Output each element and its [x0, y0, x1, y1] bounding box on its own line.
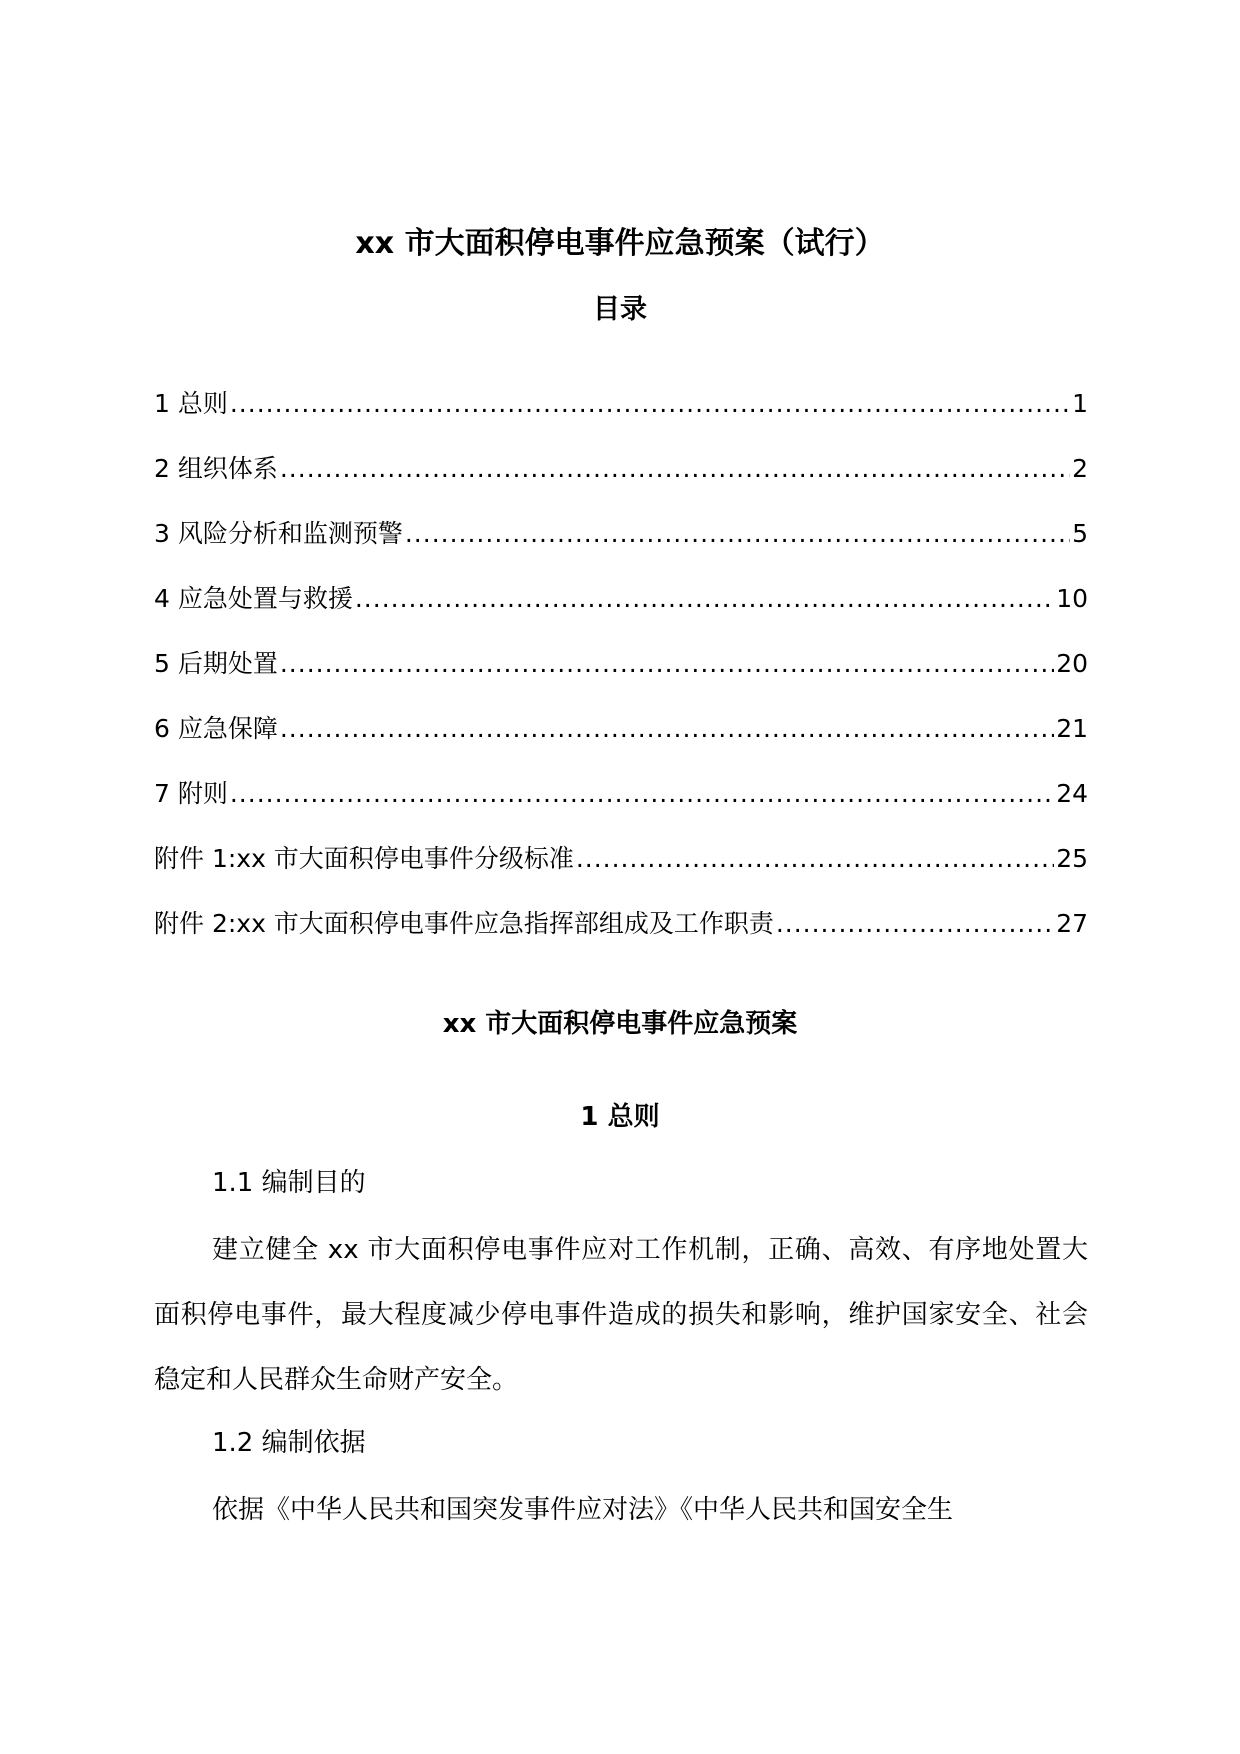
toc-dot-leader	[280, 644, 1054, 684]
section-heading: 1 总则	[580, 1102, 660, 1132]
toc-entry-page: 10	[1056, 584, 1088, 613]
paragraph: 建立健全 xx 市大面积停电事件应对工作机制，正确、高效、有序地处置大面积停电事件，最大程度减少停电事件造成的损失和影响，维护国家安全、社会稳定和人民群众生命财产安全。	[154, 1235, 1088, 1395]
toc-dot-leader	[576, 839, 1054, 879]
toc-entry-label: 7 附则	[154, 779, 228, 808]
toc-entry-page: 5	[1072, 519, 1088, 548]
toc-dot-leader	[280, 709, 1054, 749]
toc-entry[interactable]	[154, 514, 1088, 579]
toc-entry-label: 附件 1:xx 市大面积停电事件分级标准	[154, 844, 574, 873]
toc-entry-page: 25	[1056, 844, 1088, 873]
toc-entry-label: 5 后期处置	[154, 649, 278, 678]
toc-heading: 目录	[593, 294, 647, 325]
toc-dot-leader	[776, 904, 1054, 944]
subsection-heading: 1.1 编制目的	[212, 1168, 366, 1198]
toc-dot-leader	[230, 774, 1054, 814]
toc-entry[interactable]	[154, 709, 1088, 774]
subsection-heading: 1.2 编制依据	[212, 1428, 366, 1458]
toc-entry[interactable]	[154, 579, 1088, 644]
toc-dot-leader	[230, 384, 1070, 424]
table-of-contents	[154, 384, 1088, 969]
toc-entry-label: 4 应急处置与救援	[154, 584, 353, 613]
toc-entry-page: 2	[1072, 454, 1088, 483]
toc-entry[interactable]	[154, 839, 1088, 904]
toc-dot-leader	[405, 514, 1070, 554]
toc-entry[interactable]	[154, 774, 1088, 839]
toc-entry-page: 24	[1056, 779, 1088, 808]
toc-entry-page: 27	[1056, 909, 1088, 938]
body-title: xx 市大面积停电事件应急预案	[442, 1009, 798, 1039]
toc-entry[interactable]	[154, 644, 1088, 709]
toc-entry-label: 2 组织体系	[154, 454, 278, 483]
paragraph: 依据《中华人民共和国突发事件应对法》《中华人民共和国安全生	[212, 1495, 954, 1525]
toc-entry-page: 21	[1056, 714, 1088, 743]
toc-entry-page: 20	[1056, 649, 1088, 678]
document-title: xx 市大面积停电事件应急预案（试行）	[355, 226, 885, 261]
toc-entry-page: 1	[1072, 389, 1088, 418]
toc-entry-label: 附件 2:xx 市大面积停电事件应急指挥部组成及工作职责	[154, 909, 774, 938]
toc-entry[interactable]	[154, 449, 1088, 514]
toc-entry[interactable]	[154, 384, 1088, 449]
toc-entry-label: 3 风险分析和监测预警	[154, 519, 403, 548]
toc-dot-leader	[280, 449, 1070, 489]
toc-entry-label: 1 总则	[154, 389, 228, 418]
toc-entry[interactable]	[154, 904, 1088, 969]
toc-entry-label: 6 应急保障	[154, 714, 278, 743]
toc-dot-leader	[355, 579, 1054, 619]
